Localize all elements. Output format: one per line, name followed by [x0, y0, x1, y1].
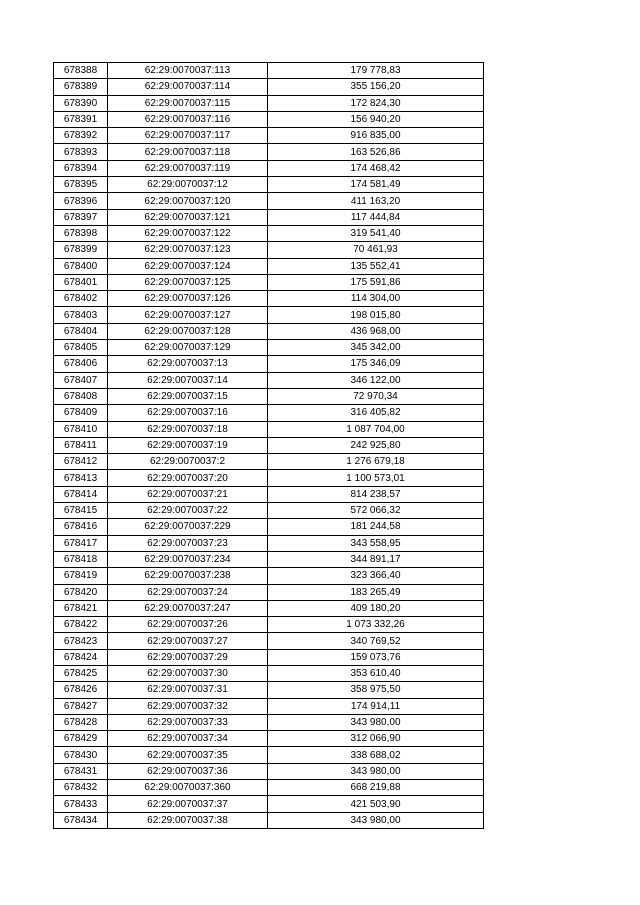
table-row	[54, 209, 484, 225]
value-cell: 70 461,93	[268, 242, 484, 258]
table-row	[54, 128, 484, 144]
value-cell: 174 468,42	[268, 160, 484, 176]
row-id-cell: 678434	[54, 812, 108, 828]
table-row	[54, 649, 484, 665]
row-id-cell: 678422	[54, 617, 108, 633]
cadastral-number-cell: 62:29:0070037:121	[108, 209, 268, 225]
row-id-cell: 678419	[54, 568, 108, 584]
cadastral-number-cell: 62:29:0070037:360	[108, 780, 268, 796]
table-row	[54, 437, 484, 453]
value-cell: 358 975,50	[268, 682, 484, 698]
table-row	[54, 421, 484, 437]
cadastral-number-cell: 62:29:0070037:125	[108, 274, 268, 290]
table-row	[54, 633, 484, 649]
value-cell: 1 276 679,18	[268, 454, 484, 470]
value-cell: 814 238,57	[268, 486, 484, 502]
table-row	[54, 698, 484, 714]
value-cell: 159 073,76	[268, 649, 484, 665]
row-id-cell: 678433	[54, 796, 108, 812]
table-row	[54, 372, 484, 388]
table-row	[54, 291, 484, 307]
row-id-cell: 678416	[54, 519, 108, 535]
cadastral-number-cell: 62:29:0070037:16	[108, 405, 268, 421]
row-id-cell: 678399	[54, 242, 108, 258]
row-id-cell: 678415	[54, 503, 108, 519]
cadastral-number-cell: 62:29:0070037:229	[108, 519, 268, 535]
row-id-cell: 678432	[54, 780, 108, 796]
row-id-cell: 678427	[54, 698, 108, 714]
cadastral-number-cell: 62:29:0070037:32	[108, 698, 268, 714]
cadastral-number-cell: 62:29:0070037:21	[108, 486, 268, 502]
table-row	[54, 796, 484, 812]
row-id-cell: 678400	[54, 258, 108, 274]
value-cell: 343 558,95	[268, 535, 484, 551]
cadastral-number-cell: 62:29:0070037:234	[108, 551, 268, 567]
table-row	[54, 763, 484, 779]
row-id-cell: 678393	[54, 144, 108, 160]
value-cell: 181 244,58	[268, 519, 484, 535]
cadastral-number-cell: 62:29:0070037:123	[108, 242, 268, 258]
value-cell: 409 180,20	[268, 600, 484, 616]
cadastral-number-cell: 62:29:0070037:238	[108, 568, 268, 584]
value-cell: 355 156,20	[268, 79, 484, 95]
row-id-cell: 678424	[54, 649, 108, 665]
cadastral-number-cell: 62:29:0070037:115	[108, 95, 268, 111]
value-cell: 174 914,11	[268, 698, 484, 714]
table-row	[54, 340, 484, 356]
value-cell: 572 066,32	[268, 503, 484, 519]
value-cell: 198 015,80	[268, 307, 484, 323]
value-cell: 242 925,80	[268, 437, 484, 453]
table-row	[54, 95, 484, 111]
data-table	[53, 62, 484, 829]
row-id-cell: 678402	[54, 291, 108, 307]
value-cell: 175 591,86	[268, 274, 484, 290]
value-cell: 316 405,82	[268, 405, 484, 421]
table-row	[54, 551, 484, 567]
value-cell: 163 526,86	[268, 144, 484, 160]
row-id-cell: 678430	[54, 747, 108, 763]
value-cell: 72 970,34	[268, 388, 484, 404]
row-id-cell: 678394	[54, 160, 108, 176]
table-row	[54, 568, 484, 584]
cadastral-number-cell: 62:29:0070037:33	[108, 714, 268, 730]
value-cell: 156 940,20	[268, 111, 484, 127]
table-row	[54, 780, 484, 796]
row-id-cell: 678406	[54, 356, 108, 372]
cadastral-number-cell: 62:29:0070037:247	[108, 600, 268, 616]
row-id-cell: 678388	[54, 63, 108, 79]
row-id-cell: 678412	[54, 454, 108, 470]
table-row	[54, 747, 484, 763]
value-cell: 135 552,41	[268, 258, 484, 274]
value-cell: 916 835,00	[268, 128, 484, 144]
value-cell: 338 688,02	[268, 747, 484, 763]
row-id-cell: 678414	[54, 486, 108, 502]
value-cell: 114 304,00	[268, 291, 484, 307]
cadastral-number-cell: 62:29:0070037:31	[108, 682, 268, 698]
table-row	[54, 177, 484, 193]
row-id-cell: 678431	[54, 763, 108, 779]
cadastral-number-cell: 62:29:0070037:29	[108, 649, 268, 665]
value-cell: 421 503,90	[268, 796, 484, 812]
row-id-cell: 678398	[54, 225, 108, 241]
cadastral-number-cell: 62:29:0070037:127	[108, 307, 268, 323]
row-id-cell: 678426	[54, 682, 108, 698]
row-id-cell: 678423	[54, 633, 108, 649]
table-row	[54, 812, 484, 828]
table-row	[54, 79, 484, 95]
cadastral-number-cell: 62:29:0070037:22	[108, 503, 268, 519]
row-id-cell: 678395	[54, 177, 108, 193]
cadastral-number-cell: 62:29:0070037:12	[108, 177, 268, 193]
table-row	[54, 388, 484, 404]
cadastral-number-cell: 62:29:0070037:20	[108, 470, 268, 486]
value-cell: 344 891,17	[268, 551, 484, 567]
cadastral-number-cell: 62:29:0070037:118	[108, 144, 268, 160]
value-cell: 183 265,49	[268, 584, 484, 600]
value-cell: 353 610,40	[268, 665, 484, 681]
table-row	[54, 63, 484, 79]
cadastral-number-cell: 62:29:0070037:18	[108, 421, 268, 437]
value-cell: 1 100 573,01	[268, 470, 484, 486]
cadastral-number-cell: 62:29:0070037:23	[108, 535, 268, 551]
table-body	[54, 63, 484, 829]
cadastral-number-cell: 62:29:0070037:116	[108, 111, 268, 127]
cadastral-number-cell: 62:29:0070037:122	[108, 225, 268, 241]
cadastral-number-cell: 62:29:0070037:2	[108, 454, 268, 470]
value-cell: 117 444,84	[268, 209, 484, 225]
cadastral-number-cell: 62:29:0070037:128	[108, 323, 268, 339]
row-id-cell: 678425	[54, 665, 108, 681]
cadastral-number-cell: 62:29:0070037:34	[108, 731, 268, 747]
value-cell: 411 163,20	[268, 193, 484, 209]
value-cell: 346 122,00	[268, 372, 484, 388]
table-row	[54, 731, 484, 747]
table-row	[54, 665, 484, 681]
value-cell: 312 066,90	[268, 731, 484, 747]
cadastral-number-cell: 62:29:0070037:24	[108, 584, 268, 600]
cadastral-number-cell: 62:29:0070037:36	[108, 763, 268, 779]
table-row	[54, 600, 484, 616]
row-id-cell: 678404	[54, 323, 108, 339]
table-row	[54, 584, 484, 600]
row-id-cell: 678409	[54, 405, 108, 421]
table-row	[54, 258, 484, 274]
value-cell: 343 980,00	[268, 812, 484, 828]
row-id-cell: 678405	[54, 340, 108, 356]
row-id-cell: 678407	[54, 372, 108, 388]
table-row	[54, 225, 484, 241]
table-row	[54, 682, 484, 698]
value-cell: 323 366,40	[268, 568, 484, 584]
cadastral-number-cell: 62:29:0070037:126	[108, 291, 268, 307]
row-id-cell: 678411	[54, 437, 108, 453]
table-row	[54, 617, 484, 633]
cadastral-number-cell: 62:29:0070037:120	[108, 193, 268, 209]
table-row	[54, 323, 484, 339]
table-row	[54, 454, 484, 470]
value-cell: 340 769,52	[268, 633, 484, 649]
table-row	[54, 144, 484, 160]
value-cell: 1 073 332,26	[268, 617, 484, 633]
row-id-cell: 678389	[54, 79, 108, 95]
table-row	[54, 470, 484, 486]
row-id-cell: 678392	[54, 128, 108, 144]
row-id-cell: 678408	[54, 388, 108, 404]
value-cell: 668 219,88	[268, 780, 484, 796]
table-row	[54, 519, 484, 535]
cadastral-number-cell: 62:29:0070037:35	[108, 747, 268, 763]
row-id-cell: 678410	[54, 421, 108, 437]
cadastral-number-cell: 62:29:0070037:13	[108, 356, 268, 372]
row-id-cell: 678421	[54, 600, 108, 616]
table-row	[54, 111, 484, 127]
row-id-cell: 678417	[54, 535, 108, 551]
table-row	[54, 486, 484, 502]
cadastral-number-cell: 62:29:0070037:19	[108, 437, 268, 453]
value-cell: 179 778,83	[268, 63, 484, 79]
value-cell: 1 087 704,00	[268, 421, 484, 437]
table-row	[54, 535, 484, 551]
row-id-cell: 678396	[54, 193, 108, 209]
value-cell: 174 581,49	[268, 177, 484, 193]
table-row	[54, 193, 484, 209]
row-id-cell: 678420	[54, 584, 108, 600]
value-cell: 436 968,00	[268, 323, 484, 339]
table-row	[54, 714, 484, 730]
table-row	[54, 242, 484, 258]
cadastral-number-cell: 62:29:0070037:119	[108, 160, 268, 176]
table-row	[54, 503, 484, 519]
value-cell: 175 346,09	[268, 356, 484, 372]
value-cell: 343 980,00	[268, 763, 484, 779]
row-id-cell: 678401	[54, 274, 108, 290]
table-row	[54, 356, 484, 372]
cadastral-number-cell: 62:29:0070037:15	[108, 388, 268, 404]
row-id-cell: 678413	[54, 470, 108, 486]
cadastral-number-cell: 62:29:0070037:37	[108, 796, 268, 812]
value-cell: 345 342,00	[268, 340, 484, 356]
value-cell: 172 824,30	[268, 95, 484, 111]
row-id-cell: 678390	[54, 95, 108, 111]
cadastral-number-cell: 62:29:0070037:117	[108, 128, 268, 144]
value-cell: 343 980,00	[268, 714, 484, 730]
row-id-cell: 678397	[54, 209, 108, 225]
table-row	[54, 307, 484, 323]
cadastral-number-cell: 62:29:0070037:38	[108, 812, 268, 828]
row-id-cell: 678403	[54, 307, 108, 323]
cadastral-number-cell: 62:29:0070037:30	[108, 665, 268, 681]
cadastral-number-cell: 62:29:0070037:114	[108, 79, 268, 95]
cadastral-number-cell: 62:29:0070037:14	[108, 372, 268, 388]
row-id-cell: 678391	[54, 111, 108, 127]
table-row	[54, 160, 484, 176]
table-row	[54, 274, 484, 290]
value-cell: 319 541,40	[268, 225, 484, 241]
row-id-cell: 678429	[54, 731, 108, 747]
cadastral-number-cell: 62:29:0070037:113	[108, 63, 268, 79]
cadastral-number-cell: 62:29:0070037:27	[108, 633, 268, 649]
row-id-cell: 678418	[54, 551, 108, 567]
row-id-cell: 678428	[54, 714, 108, 730]
cadastral-number-cell: 62:29:0070037:124	[108, 258, 268, 274]
cadastral-number-cell: 62:29:0070037:129	[108, 340, 268, 356]
table-row	[54, 405, 484, 421]
cadastral-number-cell: 62:29:0070037:26	[108, 617, 268, 633]
